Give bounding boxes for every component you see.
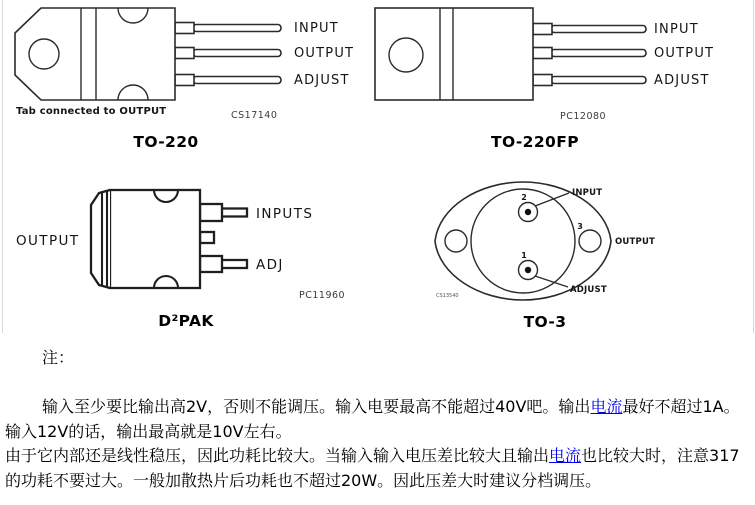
- to3-diagram: [383, 155, 755, 340]
- link-current-2[interactable]: 电流: [549, 446, 582, 465]
- to220-code: CS17140: [231, 110, 278, 121]
- to220-leads: [175, 23, 281, 86]
- d2pak-leads: [200, 204, 247, 272]
- note-text: 输入12V的话，输出最高就是10V左右。: [5, 421, 292, 441]
- note-heading: 注：: [42, 348, 75, 367]
- to220fp-pin-output-label: OUTPUT: [654, 46, 715, 61]
- to3-adjust-label: ADJUST: [570, 285, 607, 295]
- to220fp-code: PC12080: [560, 111, 607, 122]
- to220-pin-output-label: OUTPUT: [294, 46, 355, 61]
- note-line-3: [5, 444, 753, 469]
- d2pak-pin-inputs-label: INPUTS: [256, 206, 314, 222]
- d2pak-code: PC11960: [299, 290, 346, 301]
- to220fp-pin-adjust-label: ADJUST: [654, 73, 710, 88]
- to3-pin1-number: 1: [521, 251, 527, 260]
- note-text: 输入至少要比输出高2V，否则不能调压。输入电要最高不能超过40V吧。输出: [42, 397, 591, 416]
- note-text: 的功耗不要过大。一般加散热片后功耗也不超过20W。因此压差大时建议分档调压。: [5, 470, 602, 490]
- note-line-4: [5, 469, 753, 494]
- to220-body: [15, 8, 175, 100]
- package-figure: [2, 0, 754, 333]
- note-text: 最好不超过1A。: [622, 397, 740, 416]
- to220-title: TO-220: [133, 133, 199, 151]
- d2pak-pin-adj-label: ADJ: [256, 257, 284, 273]
- to3-title: TO-3: [523, 313, 567, 331]
- notes-section: [5, 346, 753, 493]
- to220-pin-input-label: INPUT: [294, 21, 339, 36]
- d2pak-diagram: [3, 155, 373, 340]
- d2pak-output-label: OUTPUT: [16, 233, 80, 249]
- to3-pin3-number: 3: [577, 222, 583, 231]
- note-blank-line: [5, 371, 753, 396]
- to3-code: CS13540: [436, 293, 459, 299]
- to220-diagram: [3, 0, 373, 155]
- note-text: 也比较大时，注意317: [581, 446, 740, 465]
- link-current-1[interactable]: 电流: [590, 397, 623, 416]
- to220-tab-note: Tab connected to OUTPUT: [16, 106, 167, 117]
- to3-input-label: INPUT: [572, 188, 603, 198]
- note-line-1: [5, 395, 753, 420]
- note-line-2: [5, 420, 753, 445]
- d2pak-body: [91, 190, 200, 288]
- note-text: 由于它内部还是线性稳压，因此功耗比较大。当输入输入电压差比较大且输出: [5, 446, 550, 465]
- note-heading-line: [5, 346, 753, 371]
- to220fp-leads: [533, 24, 646, 86]
- to220fp-pin-input-label: INPUT: [654, 22, 699, 37]
- to3-pin2-number: 2: [521, 193, 527, 202]
- to220fp-diagram: [368, 0, 755, 155]
- to220-pin-adjust-label: ADJUST: [294, 73, 350, 88]
- to220fp-title: TO-220FP: [491, 133, 579, 151]
- to220fp-body: [375, 8, 533, 100]
- to3-output-label: OUTPUT: [615, 237, 656, 247]
- d2pak-title: D²PAK: [158, 312, 214, 330]
